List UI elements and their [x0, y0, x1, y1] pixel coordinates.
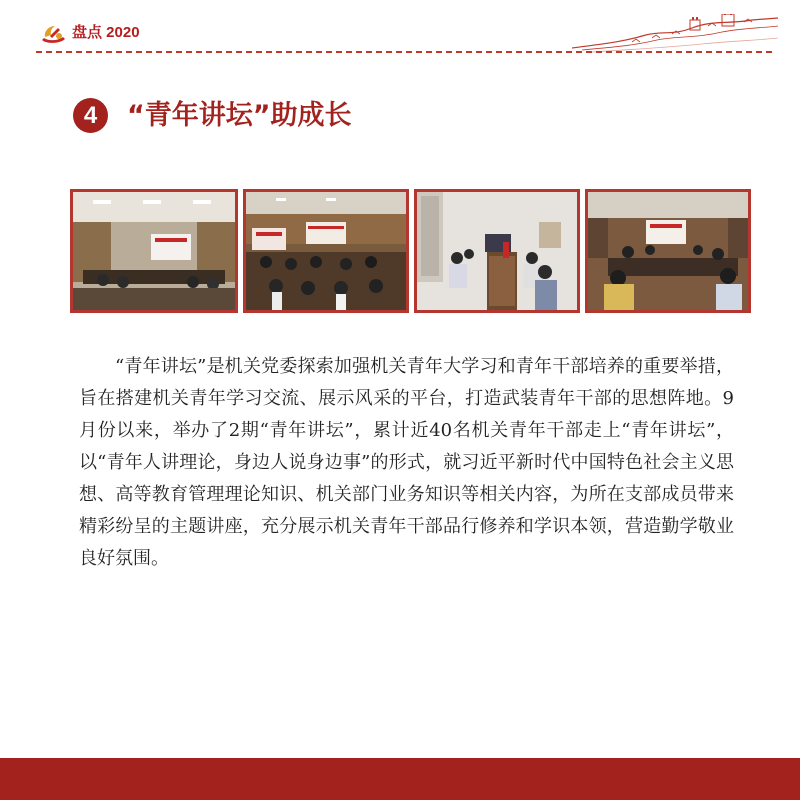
- party-emblem-icon: [38, 22, 68, 46]
- conference-table-photo: [414, 189, 580, 313]
- header-divider: [36, 51, 772, 53]
- panel-discussion-photo: [585, 189, 751, 313]
- footer-bar: [0, 758, 800, 800]
- body-paragraph: “青年讲坛”是机关党委探索加强机关青年大学习和青年干部培养的重要举措，旨在搭建机关青年学习交流、展示风采的平台，打造武装青年干部的思想阵地。9月份以来，举办了2期“青年讲坛”，累计近40名机关青年干部走上“青年讲坛”，以“青年人讲理论，身边人说身边事”的形式，就习近平新时代中国特色社会主义思想、高等教育管理理论知识、机关部门业务知识等相关内容，为所在支部成员带来精彩纷呈的主题讲座，充分展示机关青年干部品行修养和学识本领，营造勤学敬业良好氛围。: [79, 356, 734, 569]
- section-number-badge: 4: [73, 98, 108, 133]
- section-title: “青年讲坛”助成长: [127, 100, 352, 131]
- classroom-lecture-photo: [243, 189, 409, 313]
- great-wall-icon: [572, 14, 778, 54]
- page-header: [0, 0, 800, 58]
- meeting-room-projection-photo: [70, 189, 238, 313]
- header-label: 盘点 2020: [72, 24, 140, 41]
